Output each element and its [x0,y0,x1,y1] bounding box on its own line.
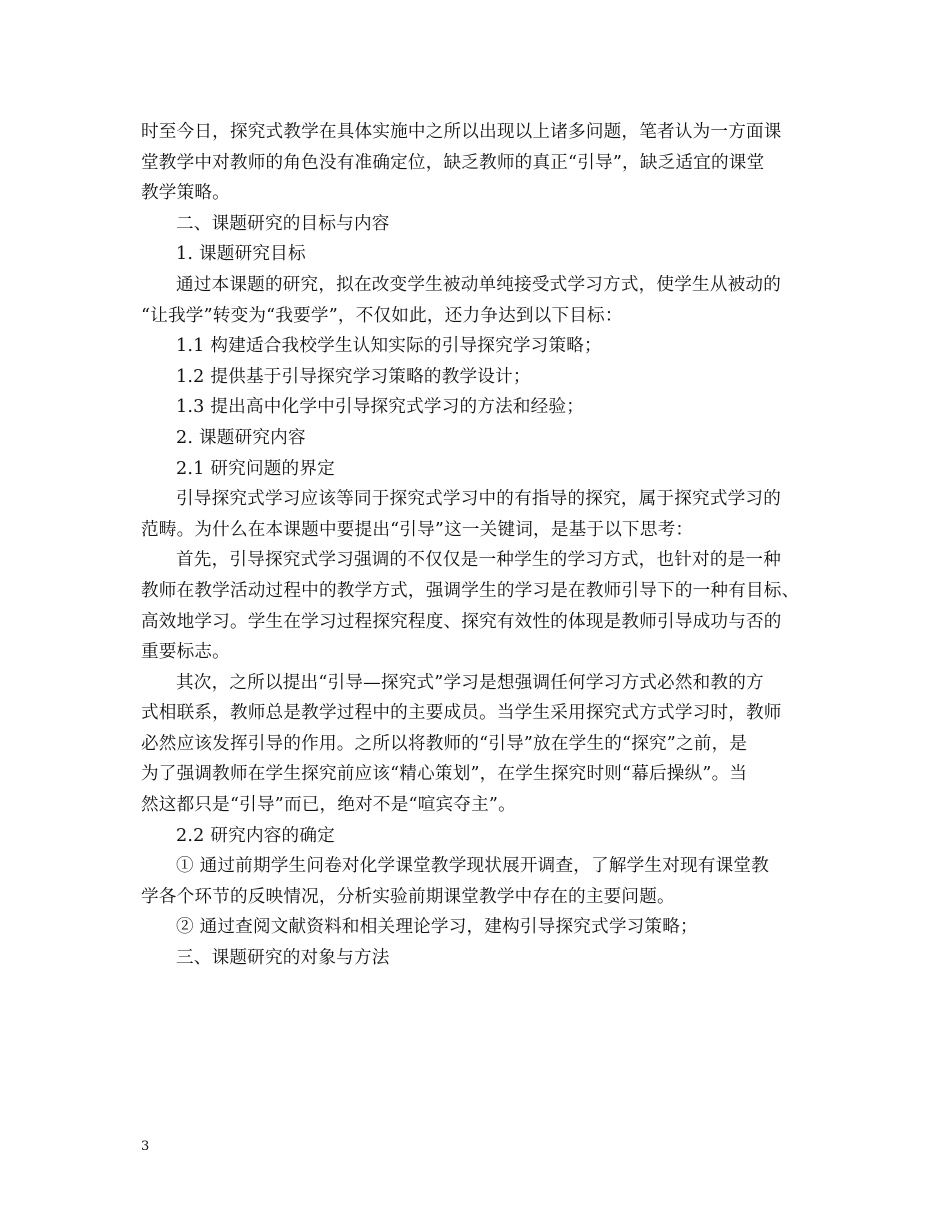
text-line: 然这都只是“引导”而已，绝对不是“喧宾夺主”。 [141,795,516,816]
text-line: 2.1 研究问题的界定 [176,458,335,479]
text-line: “让我学”转变为“我要学”，不仅如此，还力争达到以下目标： [141,305,623,326]
text-line: ① 通过前期学生问卷对化学课堂教学现状展开调查，了解学生对现有课堂教 [176,856,769,877]
text-line: ② 通过查阅文献资料和相关理论学习，建构引导探究式学习策略； [176,917,698,938]
text-line: 式相联系，教师总是教学过程中的主要成员。当学生采用探究式方式学习时，教师 [141,703,782,724]
text-line: 2.2 研究内容的确定 [176,825,335,846]
text-line: 1.2 提供基于引导探究学习策略的教学设计； [176,366,531,387]
text-line: 范畴。为什么在本课题中要提出“引导”这一关键词，是基于以下思考： [141,519,694,540]
text-line: 为了强调教师在学生探究前应该“精心策划”，在学生探究时则“幕后操纵”。当 [141,764,748,785]
text-line: 1.1 构建适合我校学生认知实际的引导探究学习策略； [176,336,602,357]
text-line: 堂教学中对教师的角色没有准确定位，缺乏教师的真正“引导”，缺乏适宜的课堂 [141,152,765,173]
text-line: 2. 课题研究内容 [176,427,306,448]
paragraph-block [141,117,811,974]
text-line: 其次，之所以提出“引导—探究式”学习是想强调任何学习方式必然和教的方 [176,672,764,693]
text-line: 通过本课题的研究，拟在改变学生被动单纯接受式学习方式，使学生从被动的 [176,274,781,295]
text-line: 1.3 提出高中化学中引导探究式学习的方法和经验； [176,397,585,418]
body-text [141,117,811,974]
text-line: 首先，引导探究式学习强调的不仅仅是一种学生的学习方式，也针对的是一种 [176,550,781,571]
text-line: 二、课题研究的目标与内容 [176,213,390,234]
text-line: 三、课题研究的对象与方法 [176,948,390,969]
text-line: 1. 课题研究目标 [176,244,306,265]
text-line: 引导探究式学习应该等同于探究式学习中的有指导的探究，属于探究式学习的 [176,489,781,510]
text-line: 学各个环节的反映情况，分析实验前期课堂教学中存在的主要问题。 [141,886,675,907]
text-line: 时至今日，探究式教学在具体实施中之所以出现以上诸多问题，笔者认为一方面课 [141,122,782,142]
text-line: 高效地学习。学生在学习过程探究程度、探究有效性的体现是教师引导成功与否的 [141,611,782,632]
page-number: 3 [141,1139,150,1154]
text-line: 重要标志。 [141,642,230,663]
text-line: 教学策略。 [141,183,230,204]
text-line: 教师在教学活动过程中的教学方式，强调学生的学习是在教师引导下的一种有目标、 [141,580,800,601]
text-line: 必然应该发挥引导的作用。之所以将教师的“引导”放在学生的“探究”之前，是 [141,733,748,754]
